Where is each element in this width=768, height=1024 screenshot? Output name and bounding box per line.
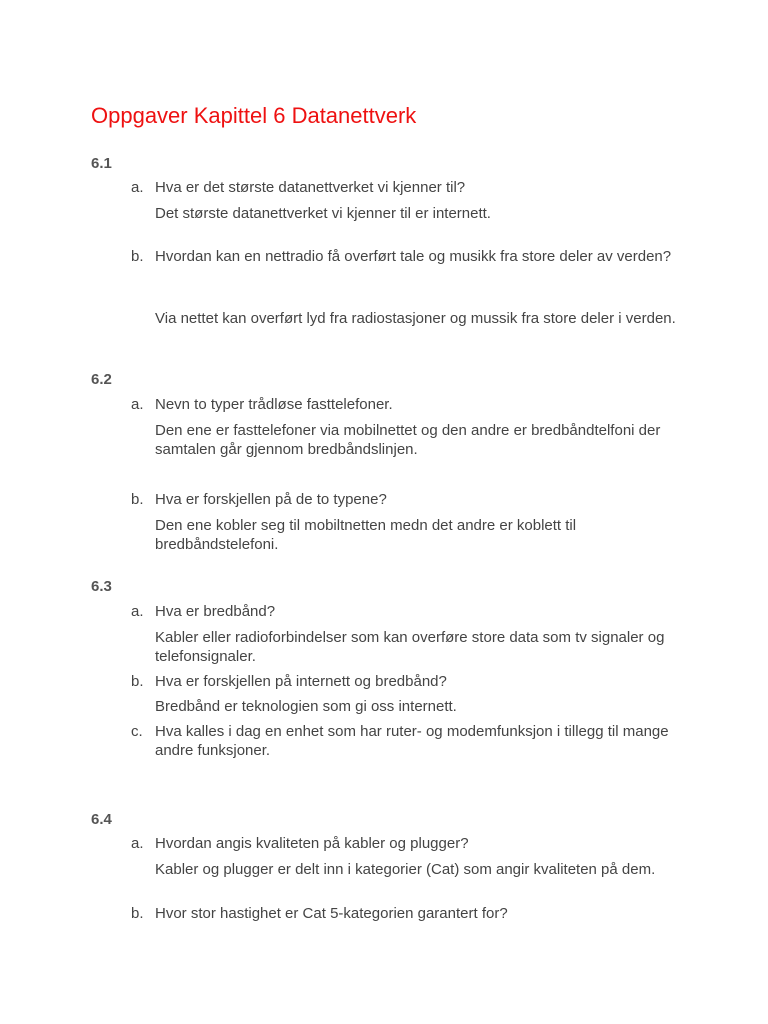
answer-text: Kabler eller radioforbindelser som kan overføre store data som tv signaler og telefonsignaler. bbox=[155, 629, 665, 665]
list-marker: a. bbox=[131, 603, 144, 620]
question-text: Hvor stor hastighet er Cat 5-kategorien garantert for? bbox=[155, 905, 508, 922]
list-marker: a. bbox=[131, 835, 144, 852]
list-marker: a. bbox=[131, 396, 144, 413]
question-text: Hvordan kan en nettradio få overført tale og musikk fra store deler av verden? bbox=[155, 248, 672, 265]
list-marker: b. bbox=[131, 248, 144, 265]
list-marker: b. bbox=[131, 673, 144, 690]
answer-text: Kabler og plugger er delt inn i kategorier (Cat) som angir kvaliteten på dem. bbox=[155, 861, 656, 878]
section-number: 6.3 bbox=[91, 578, 112, 595]
question-text: Hva kalles i dag en enhet som har ruter- og modemfunksjon i tillegg til mange andre funksjoner. bbox=[155, 723, 669, 759]
question-text: Hva er forskjellen på de to typene? bbox=[155, 491, 387, 508]
answer-text: Det største datanettverket vi kjenner til er internett. bbox=[155, 205, 491, 222]
answer-text: Den ene er fasttelefoner via mobilnettet og den andre er bredbåndtelfoni der samtalen går gjennom bredbåndslinjen. bbox=[155, 422, 661, 458]
document-title: Oppgaver Kapittel 6 Datanettverk bbox=[91, 103, 417, 128]
section-number: 6.4 bbox=[91, 811, 112, 828]
section-number: 6.1 bbox=[91, 155, 112, 172]
question-text: Hva er forskjellen på internett og bredbånd? bbox=[155, 673, 447, 690]
list-marker: b. bbox=[131, 491, 144, 508]
section-number: 6.2 bbox=[91, 371, 112, 388]
question-text: Hva er det største datanettverket vi kjenner til? bbox=[155, 179, 466, 196]
answer-text: Via nettet kan overført lyd fra radiostasjoner og mussik fra store deler i verden. bbox=[155, 310, 676, 327]
list-marker: b. bbox=[131, 905, 144, 922]
answer-text: Bredbånd er teknologien som gi oss internett. bbox=[155, 698, 457, 715]
answer-text: Den ene kobler seg til mobiltnetten medn det andre er koblett til bredbåndstelefoni. bbox=[155, 517, 577, 553]
question-text: Hva er bredbånd? bbox=[155, 603, 276, 620]
question-text: Nevn to typer trådløse fasttelefoner. bbox=[155, 396, 393, 413]
list-marker: c. bbox=[131, 723, 143, 740]
question-text: Hvordan angis kvaliteten på kabler og plugger? bbox=[155, 835, 469, 852]
list-marker: a. bbox=[131, 179, 144, 196]
